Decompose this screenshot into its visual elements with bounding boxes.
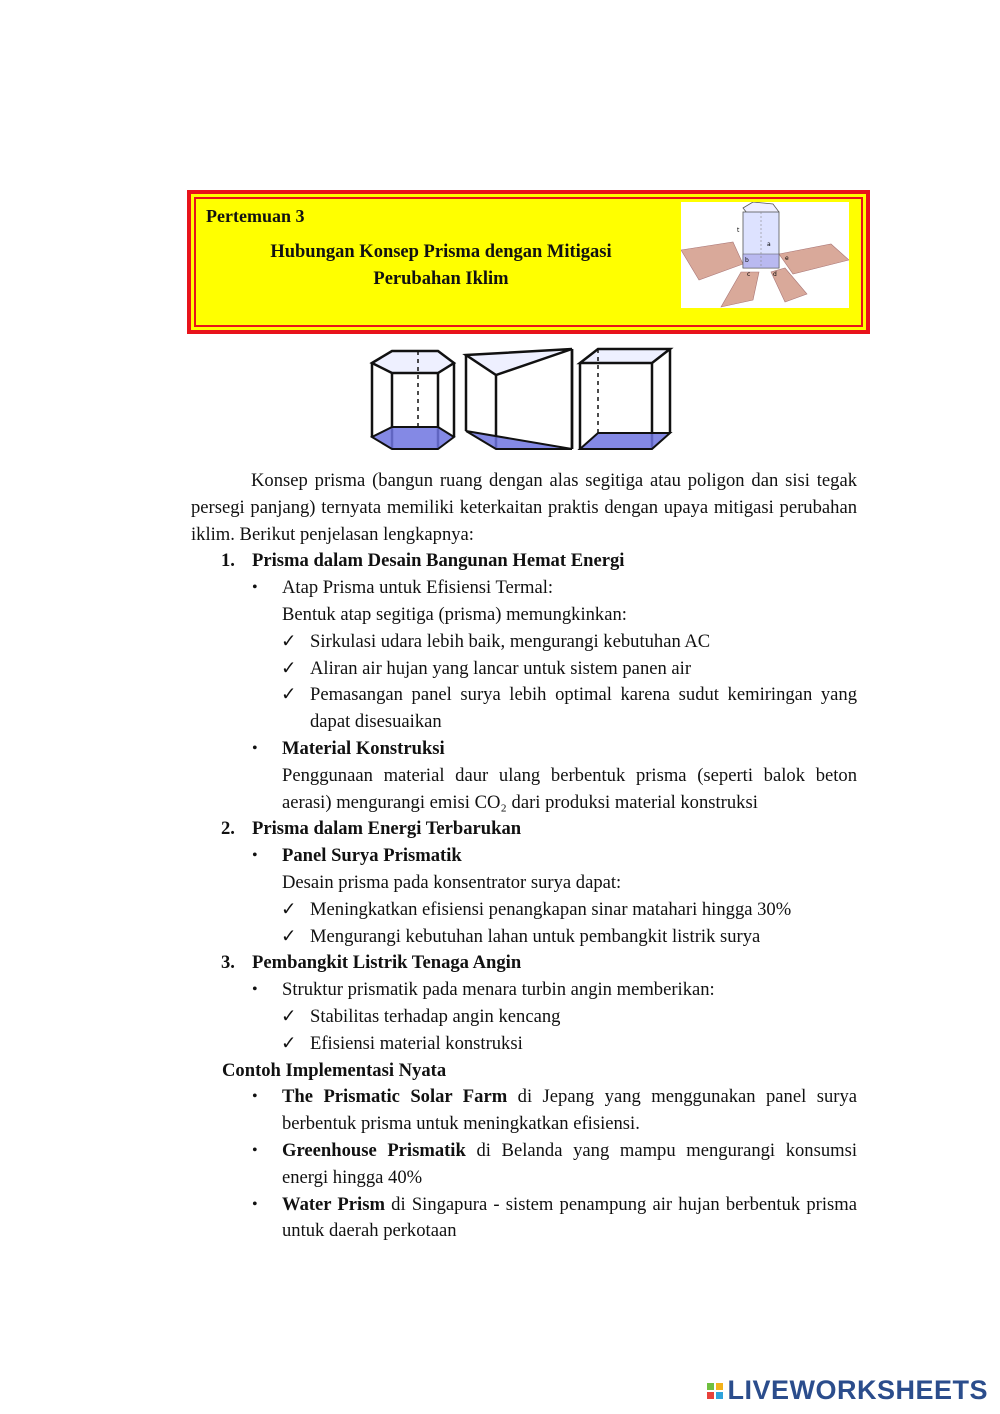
list-item: [191, 897, 857, 924]
example-3: [191, 1192, 857, 1246]
thumb-label-a: a: [767, 241, 771, 248]
section-2-check-1: Meningkatkan efisiensi penangkapan sinar matahari hingga 30%: [310, 898, 792, 920]
list-item: [191, 736, 857, 763]
bullet-icon: •: [252, 847, 258, 865]
prisms-illustration: [362, 345, 676, 457]
list-item: [191, 977, 857, 1004]
section-1-title: Prisma dalam Desain Bangunan Hemat Energi: [252, 550, 625, 572]
check-icon: ✓: [281, 684, 297, 706]
list-item: [191, 575, 857, 602]
section-2-heading: [191, 816, 857, 843]
section-2-bullet-1: Panel Surya Prismatik: [282, 845, 462, 867]
section-3-bullet-1: Struktur prismatik pada menara turbin angin memberikan:: [282, 979, 715, 1001]
check-icon: ✓: [281, 657, 297, 679]
section-1-bullet-2-body: Penggunaan material daur ulang berbentuk prisma (seperti balok beton aerasi) mengurangi emisi CO₂ dari produksi material konstruksi: [282, 764, 857, 813]
prisms-icon: [362, 345, 676, 457]
meeting-label: Pertemuan 3: [206, 206, 305, 226]
section-1-check-3: Pemasangan panel surya lebih optimal karena sudut kemiringan yang dapat disesuaikan: [310, 684, 857, 733]
section-3-title: Pembangkit Listrik Tenaga Angin: [252, 952, 522, 974]
example-3-name: Water Prism: [282, 1193, 385, 1215]
list-item: [191, 1192, 857, 1246]
list-item: [191, 1031, 857, 1058]
list-item: [191, 924, 857, 951]
thumb-label-t: t: [737, 227, 740, 234]
example-2-name: Greenhouse Prismatik: [282, 1139, 466, 1161]
intro-paragraph: Konsep prisma (bangun ruang dengan alas segitiga atau poligon dan sisi tegak persegi panjang) ternyata memiliki keterkaitan praktis dengan upaya mitigasi perubahan iklim. Berikut penjelasan lengkapnya:: [191, 470, 857, 545]
section-1-check-1: Sirkulasi udara lebih baik, mengurangi kebutuhan AC: [310, 630, 711, 652]
section-2-number: 2.: [221, 818, 235, 840]
header-title-line1: Hubungan Konsep Prisma dengan Mitigasi: [270, 242, 612, 262]
thumb-label-b: b: [745, 257, 749, 264]
example-1: [191, 1084, 857, 1138]
brand-name: LIVEWORKSHEETS: [727, 1375, 988, 1405]
section-1-check-2: Aliran air hujan yang lancar untuk sistem panen air: [310, 657, 692, 679]
section-1-bullet-1-sub: Bentuk atap segitiga (prisma) memungkinkan:: [282, 603, 627, 625]
example-1-name: The Prismatic Solar Farm: [282, 1086, 508, 1108]
rectangular-prism-icon: [580, 349, 670, 449]
section-3-check-1: Stabilitas terhadap angin kencang: [310, 1005, 561, 1027]
list-item: [191, 1084, 857, 1138]
header-title-line2: Perubahan Iklim: [373, 269, 509, 289]
list-item: [191, 1138, 857, 1192]
bullet-icon: •: [252, 739, 258, 757]
section-2-title: Prisma dalam Energi Terbarukan: [252, 818, 522, 840]
check-icon: ✓: [281, 630, 297, 652]
bullet-icon: •: [252, 981, 258, 999]
bullet-icon: •: [252, 1088, 258, 1106]
list-item: [191, 843, 857, 870]
thumb-label-d: d: [773, 271, 777, 278]
header-box: [187, 190, 870, 334]
bullet-icon: •: [252, 579, 258, 597]
list-item: [191, 629, 857, 656]
worksheet-content: [191, 468, 857, 1245]
triangular-prism-icon: [466, 349, 572, 449]
example-1-text: di Jepang yang menggunakan panel surya berbentuk prisma untuk meningkatkan efisiensi.: [282, 1086, 857, 1135]
list-item: [191, 656, 857, 683]
example-3-text: di Singapura - sistem penampung air hujan berbentuk prisma untuk daerah perkotaan: [282, 1193, 857, 1242]
section-2-check-2: Mengurangi kebutuhan lahan untuk pembangkit listrik surya: [310, 925, 761, 947]
section-3-heading: [191, 950, 857, 977]
example-2-text: di Belanda yang mampu mengurangi konsumsi energi hingga 40%: [282, 1139, 857, 1188]
check-icon: ✓: [281, 1005, 297, 1027]
section-1-heading: [191, 548, 857, 575]
section-1-number: 1.: [221, 550, 235, 572]
check-icon: ✓: [281, 1032, 297, 1054]
section-3-check-2: Efisiensi material konstruksi: [310, 1032, 523, 1054]
prism-net-icon: [681, 202, 849, 308]
thumb-label-c: c: [747, 271, 751, 278]
section-2-bullet-1-sub: Desain prisma pada konsentrator surya dapat:: [282, 871, 622, 893]
header-inner-border: [194, 197, 863, 327]
header-title: [216, 239, 666, 293]
hexagonal-prism-icon: [372, 351, 454, 449]
examples-heading: Contoh Implementasi Nyata: [222, 1059, 447, 1081]
liveworksheets-logo-icon: [707, 1383, 723, 1399]
check-icon: ✓: [281, 898, 297, 920]
section-1-bullet-1: Atap Prisma untuk Efisiensi Termal:: [282, 577, 554, 599]
section-1-bullet-2: Material Konstruksi: [282, 737, 445, 759]
section-3-number: 3.: [221, 952, 235, 974]
thumb-label-e: e: [785, 255, 789, 262]
bullet-icon: •: [252, 1195, 258, 1213]
liveworksheets-logo[interactable]: [707, 1375, 988, 1406]
bullet-icon: •: [252, 1141, 258, 1159]
prism-net-image: [681, 202, 849, 308]
example-2: [191, 1138, 857, 1192]
list-item: [191, 1004, 857, 1031]
list-item: [191, 682, 857, 736]
check-icon: ✓: [281, 925, 297, 947]
